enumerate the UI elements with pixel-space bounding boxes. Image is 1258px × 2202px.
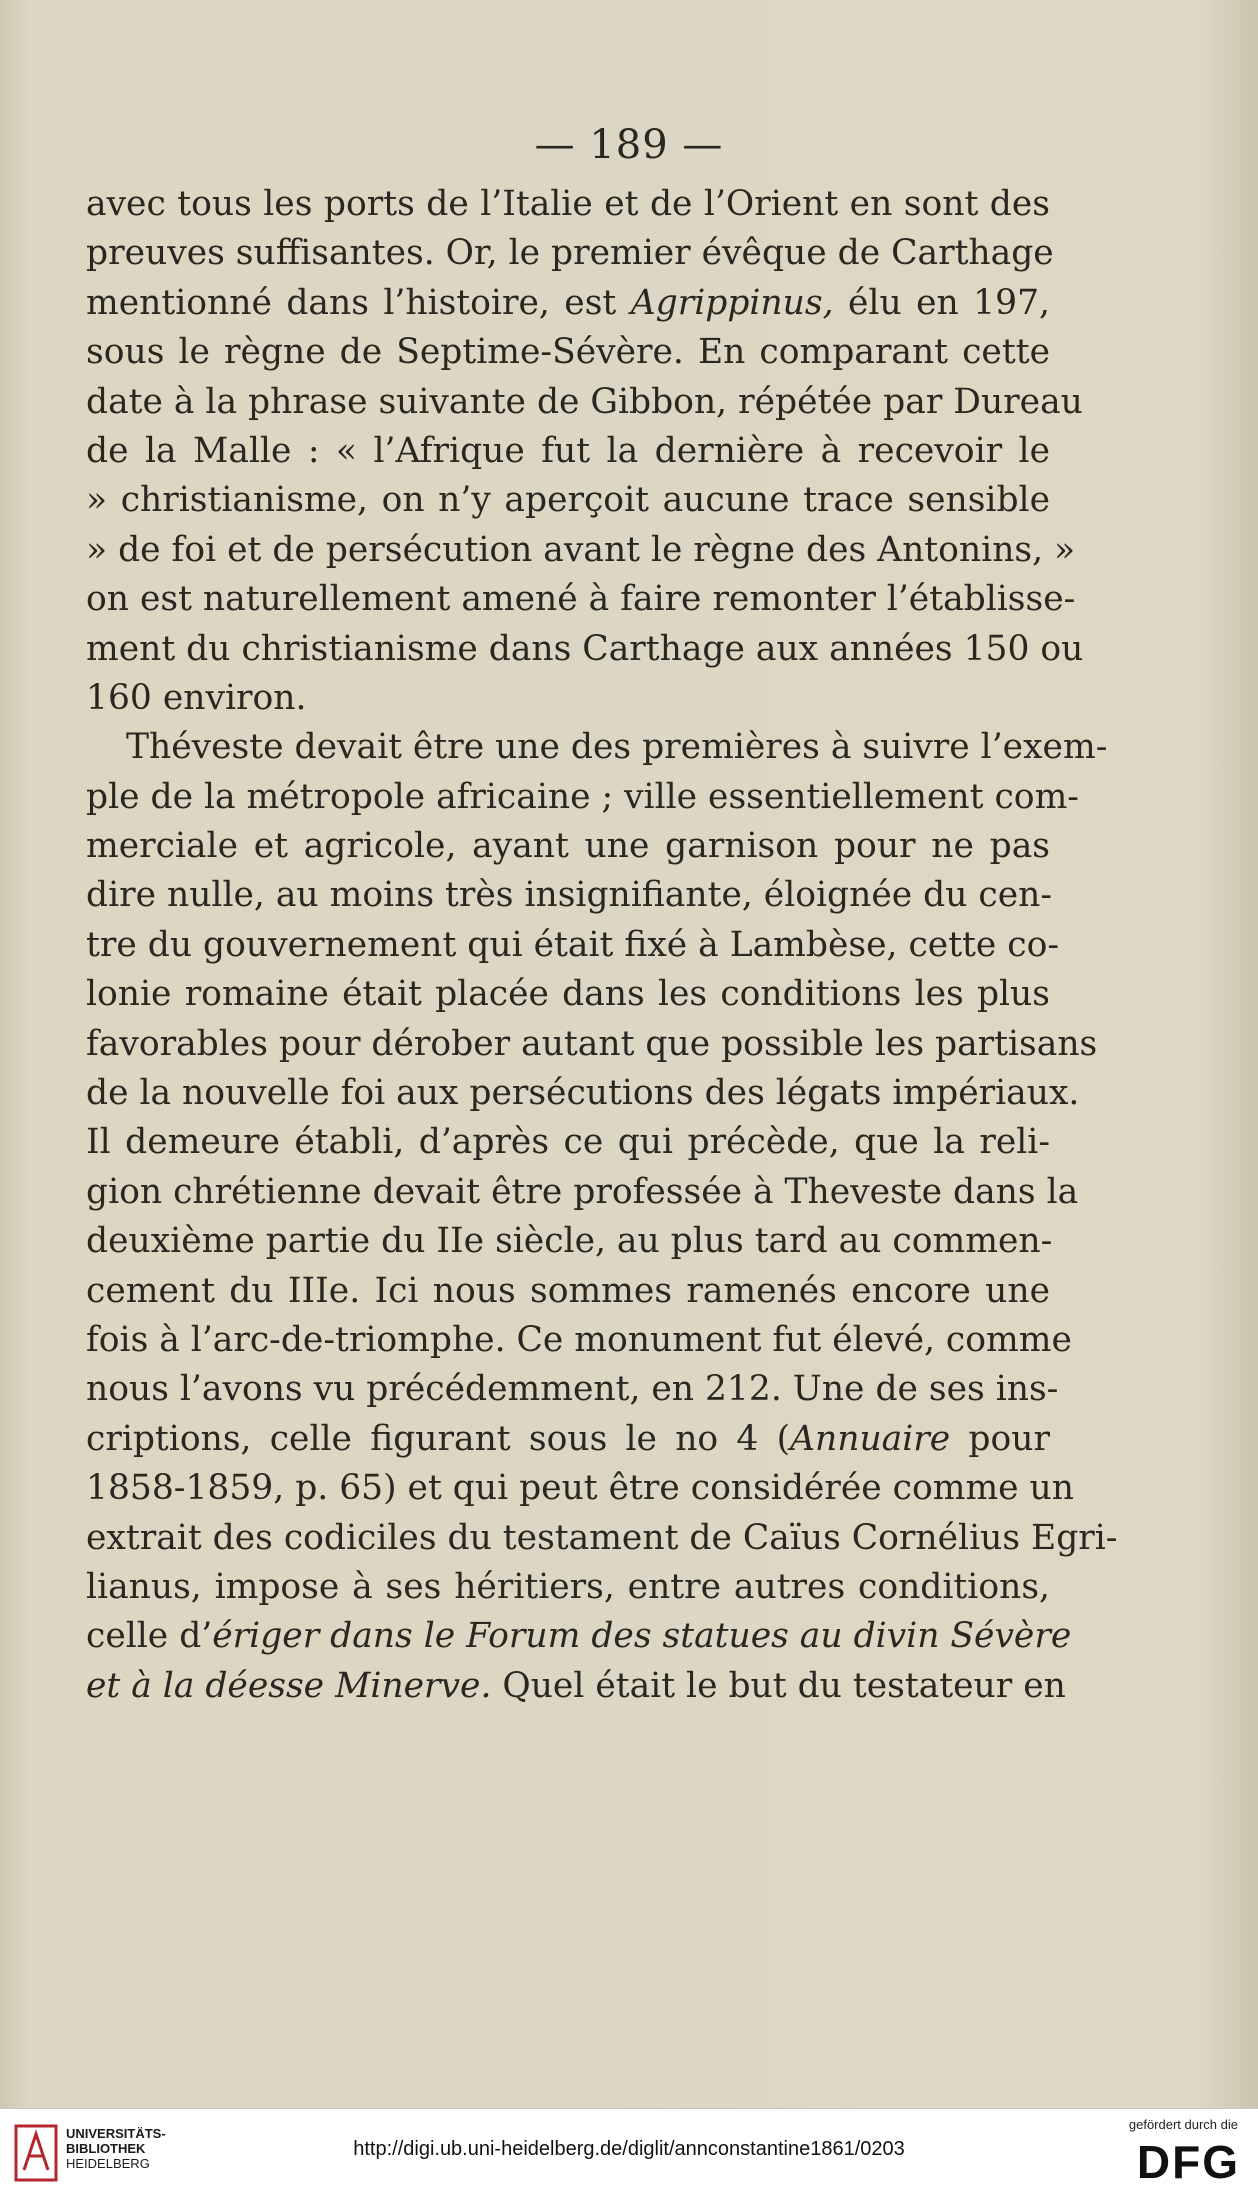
text-run: cement du IIIe. Ici nous sommes ramenés encore une [86, 1270, 1050, 1311]
page-url-link[interactable]: http://digi.ub.uni-heidelberg.de/diglit/annconstantine1861/0203 [353, 2138, 905, 2160]
text-run: ment du christianisme dans Carthage aux années 150 ou [86, 628, 1084, 669]
dfg-logo: DFG [1136, 2136, 1240, 2188]
text-run: élu en 197, [833, 282, 1050, 323]
text-line [86, 773, 1079, 822]
text-line [86, 1069, 1080, 1118]
italic-text: et à la déesse Minerve. [86, 1665, 492, 1706]
text-line [86, 279, 1050, 328]
text-line [86, 1118, 1050, 1167]
italic-text: Agrippinus, [630, 282, 834, 323]
text-run: Il demeure établi, d’après ce qui précède, que la reli- [86, 1122, 1050, 1163]
text-run: de la nouvelle foi aux persécutions des légats impériaux. [86, 1073, 1080, 1114]
text-run: Théveste devait être une des premières à suivre l’exem- [126, 727, 1108, 768]
text-line [86, 378, 1083, 427]
text-line [86, 970, 1050, 1019]
text-run: favorables pour dérober autant que possible les partisans [86, 1023, 1098, 1064]
text-run: lianus, impose à ses héritiers, entre autres conditions, [86, 1566, 1050, 1607]
library-name: UNIVERSITÄTS- BIBLIOTHEK HEIDELBERG [66, 2126, 166, 2171]
text-run: avec tous les ports de l’Italie et de l’Orient en sont des [86, 184, 1050, 224]
page-number: — 189 — [534, 122, 724, 168]
text-line [86, 1662, 1066, 1711]
text-run: 1858-1859, p. 65) et qui peut être considérée comme un [86, 1468, 1074, 1509]
text-run: deuxième partie du IIe siècle, au plus tard au commen- [86, 1221, 1053, 1262]
text-line [86, 674, 1050, 723]
text-line [86, 1563, 1050, 1612]
text-line [86, 625, 1084, 674]
text-run: dire nulle, au moins très insignifiante, éloignée du cen- [86, 875, 1053, 916]
italic-text: ériger dans le Forum des statues au divin Sévère [212, 1616, 1072, 1657]
text-run: » christianisme, on n’y aperçoit aucune trace sensible [86, 480, 1050, 521]
text-run: criptions, celle figurant sous le no 4 ( [86, 1418, 791, 1459]
text-run: preuves suffisantes. Or, le premier évêque de Carthage [86, 233, 1054, 274]
text-line [86, 1217, 1053, 1266]
text-run: merciale et agricole, ayant une garnison pour ne pas [86, 826, 1050, 867]
text-line [86, 1464, 1074, 1513]
body-text [86, 180, 1118, 1711]
text-line [86, 575, 1076, 624]
text-line [86, 723, 1108, 772]
text-line [86, 526, 1076, 575]
text-line [86, 822, 1050, 871]
text-line [86, 1168, 1079, 1217]
text-run: celle d’ [86, 1616, 213, 1657]
text-run: mentionné dans l’histoire, est [86, 282, 631, 323]
text-line [86, 476, 1050, 525]
funded-by-label: gefördert durch die [1128, 2117, 1238, 2132]
text-run: nous l’avons vu précédemment, en 212. Une de ses ins- [86, 1369, 1059, 1410]
text-run: sous le règne de Septime-Sévère. En comparant cette [86, 332, 1050, 373]
italic-text: Annuaire [790, 1418, 951, 1459]
text-line [86, 1415, 1050, 1464]
text-run: pour [950, 1418, 1050, 1459]
text-run: lonie romaine était placée dans les conditions les plus [86, 974, 1050, 1015]
text-line [86, 229, 1054, 278]
text-run: gion chrétienne devait être professée à Theveste dans la [86, 1171, 1079, 1212]
text-line [86, 1020, 1098, 1069]
text-line [86, 1514, 1118, 1563]
text-line [86, 871, 1053, 920]
text-line [86, 1365, 1059, 1414]
text-line [86, 921, 1060, 970]
text-run: 160 environ. [86, 677, 307, 718]
text-line [86, 328, 1050, 377]
text-run: date à la phrase suivante de Gibbon, répétée par Dureau [86, 381, 1083, 422]
text-run: on est naturellement amené à faire remonter l’établisse- [86, 579, 1076, 620]
text-line [86, 427, 1050, 476]
text-run: ple de la métropole africaine ; ville essentiellement com- [86, 776, 1079, 817]
text-run: fois à l’arc-de-triomphe. Ce monument fut élevé, comme [86, 1319, 1072, 1360]
text-line [86, 180, 1050, 229]
text-run: extrait des codiciles du testament de Caïus Cornélius Egri- [86, 1517, 1118, 1558]
text-line [86, 1612, 1072, 1661]
text-run: de la Malle : « l’Afrique fut la dernière à recevoir le [86, 430, 1050, 471]
text-run: » de foi et de persécution avant le règne des Antonins, » [86, 529, 1076, 570]
text-line [86, 1316, 1072, 1365]
text-run: Quel était le but du testateur en [491, 1665, 1066, 1706]
text-run: tre du gouvernement qui était fixé à Lambèse, cette co- [86, 924, 1060, 965]
text-line [86, 1267, 1050, 1316]
